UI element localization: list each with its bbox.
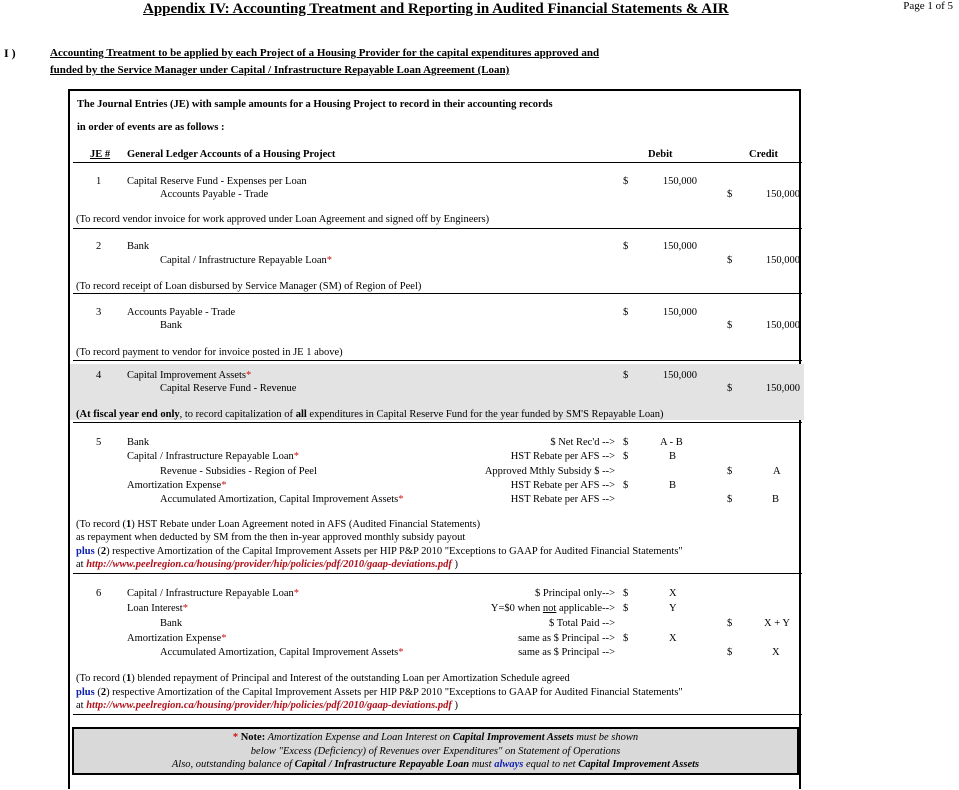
je6-m2b: ( <box>94 687 101 698</box>
je3-credit-amount: 150,000 <box>765 320 800 331</box>
je5-line5-value: B <box>772 494 780 505</box>
je6-l2-desc-a: Y=$0 when <box>490 603 543 614</box>
intro-line2: in order of events are as follows : <box>77 122 225 133</box>
je2-credit-amount: 150,000 <box>765 255 800 266</box>
je6-line1-account-text: Capital / Infrastructure Repayable Loan <box>127 588 294 599</box>
je3-memo: (To record payment to vendor for invoice posted in JE 1 above) <box>76 347 343 358</box>
je1-credit-dollar: $ <box>727 189 733 200</box>
je3-credit-dollar: $ <box>727 320 733 331</box>
je5-line5-desc: HST Rebate per AFS --> <box>510 494 615 505</box>
je5-line4-desc: HST Rebate per AFS --> <box>510 480 615 491</box>
je5-m4a: at <box>76 559 87 570</box>
je3-rule <box>73 360 802 361</box>
je5-memo-line3 <box>76 546 683 557</box>
intro-line1: The Journal Entries (JE) with sample amounts for a Housing Project to record in their accounting records <box>77 99 553 110</box>
je6-m1c: ) blended repayment of Principal and Interest of the outstanding Loan per Amortization Schedule agreed <box>131 673 570 684</box>
note-star: * <box>232 732 239 743</box>
je5-m1a: (To record ( <box>76 519 126 530</box>
je5-line4-account <box>127 480 226 491</box>
je5-line4-star: * <box>221 480 227 491</box>
je5-line4-account-text: Amortization Expense <box>127 480 222 491</box>
je4-memo-b: , to record capitalization of <box>179 409 296 420</box>
je2-credit-dollar: $ <box>727 255 733 266</box>
je6-line5-dollar: $ <box>727 647 733 658</box>
je6-m1b: 1 <box>126 673 132 684</box>
je6-line5-value: X <box>772 647 780 658</box>
note-l1c: must be shown <box>573 732 639 743</box>
je6-memo-line2 <box>76 687 683 698</box>
col-debit-header: Debit <box>648 149 673 160</box>
je6-line5-account-text: Accumulated Amortization, Capital Improvement Assets <box>160 647 399 658</box>
je4-debit-dollar: $ <box>623 370 629 381</box>
je2-debit-account: Bank <box>127 241 150 252</box>
je6-gaap-link[interactable]: http://www.peelregion.ca/housing/provider/hip/policies/pdf/2010/gaap-deviations.pdf <box>86 700 452 711</box>
je1-debit-account: Capital Reserve Fund - Expenses per Loan <box>127 176 307 187</box>
je2-star: * <box>326 255 333 266</box>
je5-m3d: ) respective Amortization of the Capital Improvement Assets per HIP P&P 2010 "Exceptions to GAAP for Audited Financial Statements" <box>106 546 683 557</box>
je3-debit-dollar: $ <box>623 307 629 318</box>
je6-m3a: at <box>76 700 87 711</box>
je5-line2-account <box>127 451 299 462</box>
je5-line3-dollar: $ <box>727 466 733 477</box>
je5-line2-dollar: $ <box>623 451 629 462</box>
je5-number: 5 <box>96 437 102 448</box>
je4-credit-dollar: $ <box>727 383 733 394</box>
note-label: Note: <box>238 732 266 743</box>
je4-memo-a: (At fiscal year end only <box>76 409 180 420</box>
col-je-header: JE # <box>90 149 111 160</box>
je6-l2-desc-b: not <box>542 603 557 614</box>
je1-memo: (To record vendor invoice for work approved under Loan Agreement and signed off by Engineers) <box>76 214 490 225</box>
je6-m3c: ) <box>451 700 458 711</box>
je6-line3-value: X + Y <box>764 618 790 629</box>
note-l3a: Also, outstanding balance of <box>171 759 295 770</box>
je2-debit-dollar: $ <box>623 241 629 252</box>
je5-line5-account <box>160 494 404 505</box>
je5-line3-account: Revenue - Subsidies - Region of Peel <box>160 466 317 477</box>
je6-m1a: (To record ( <box>76 673 126 684</box>
je4-debit-account <box>127 370 251 381</box>
je5-m3c: 2 <box>100 546 107 557</box>
note-line3 <box>74 758 797 772</box>
je6-line3-desc: $ Total Paid --> <box>549 618 615 629</box>
je3-credit-account: Bank <box>160 320 183 331</box>
je5-line3-value: A <box>773 466 781 477</box>
je5-memo-line1 <box>76 519 480 530</box>
je2-memo: (To record receipt of Loan disbursed by Service Manager (SM) of Region of Peel) <box>76 281 422 292</box>
note-box <box>72 727 799 775</box>
je4-memo <box>76 409 664 420</box>
page-title: Appendix IV: Accounting Treatment and Reporting in Audited Financial Statements & AIR <box>143 1 729 17</box>
je1-credit-account: Accounts Payable - Trade <box>160 189 269 200</box>
je5-gaap-link[interactable]: http://www.peelregion.ca/housing/provider/hip/policies/pdf/2010/gaap-deviations.pdf <box>86 559 452 570</box>
je5-line2-value: B <box>669 451 677 462</box>
header-rule <box>73 162 802 163</box>
je5-line2-account-text: Capital / Infrastructure Repayable Loan <box>127 451 294 462</box>
je5-m1c: ) HST Rebate under Loan Agreement noted in AFS (Audited Financial Statements) <box>131 519 481 530</box>
je6-line2-account <box>127 603 188 614</box>
je1-credit-amount: 150,000 <box>765 189 800 200</box>
je5-line3-desc: Approved Mthly Subsidy $ --> <box>484 466 615 477</box>
je6-line5-desc: same as $ Principal --> <box>518 647 615 658</box>
je5-m3a: plus <box>76 546 95 557</box>
section-heading-line1: Accounting Treatment to be applied by each Project of a Housing Provider for the capital expenditures approved and <box>50 47 600 59</box>
je4-memo-c: all <box>295 409 307 420</box>
je6-line2-value: Y <box>669 603 677 614</box>
je5-m4c: ) <box>451 559 458 570</box>
je3-debit-amount: 150,000 <box>662 307 697 318</box>
je4-debit-amount: 150,000 <box>662 370 697 381</box>
je6-line3-dollar: $ <box>727 618 733 629</box>
col-account-header: General Ledger Accounts of a Housing Project <box>127 149 336 160</box>
je5-line5-account-text: Accumulated Amortization, Capital Improvement Assets <box>160 494 399 505</box>
je6-line2-star: * <box>182 603 188 614</box>
je5-m1b: 1 <box>126 519 132 530</box>
je4-number: 4 <box>96 370 102 381</box>
je6-line1-star: * <box>293 588 300 599</box>
je6-line4-desc: same as $ Principal --> <box>518 633 615 644</box>
je5-line4-value: B <box>669 480 677 491</box>
je5-line2-desc: HST Rebate per AFS --> <box>510 451 615 462</box>
je5-line5-star: * <box>398 494 404 505</box>
note-l3f: Capital Improvement Assets <box>578 759 700 770</box>
je6-l2-desc-c: applicable--> <box>556 603 615 614</box>
je4-star: * <box>245 370 252 381</box>
je4-credit-account: Capital Reserve Fund - Revenue <box>160 383 297 394</box>
je6-line2-desc <box>460 603 615 614</box>
note-l3e: equal to net <box>523 759 579 770</box>
je5-line1-dollar: $ <box>623 437 629 448</box>
je1-number: 1 <box>96 176 102 187</box>
je6-line2-account-text: Loan Interest <box>127 603 183 614</box>
je6-memo-line3 <box>76 700 458 711</box>
note-l3b: Capital / Infrastructure Repayable Loan <box>294 759 470 770</box>
je4-memo-d: expenditures in Capital Reserve Fund for the year funded by SM'S Repayable Loan) <box>306 409 664 420</box>
je6-line1-account <box>127 588 299 599</box>
je6-line2-dollar: $ <box>623 603 629 614</box>
je2-credit-account-text: Capital / Infrastructure Repayable Loan <box>160 255 327 266</box>
je1-debit-dollar: $ <box>623 176 629 187</box>
je6-line4-value: X <box>669 633 677 644</box>
je6-line3-account: Bank <box>160 618 183 629</box>
je6-m2c: 2 <box>100 687 107 698</box>
je3-number: 3 <box>96 307 102 318</box>
je1-rule <box>73 228 802 229</box>
je1-debit-amount: 150,000 <box>662 176 697 187</box>
je5-line4-dollar: $ <box>623 480 629 491</box>
je2-rule <box>73 293 802 294</box>
col-credit-header: Credit <box>749 149 778 160</box>
je6-memo-line1 <box>76 673 570 684</box>
je6-number: 6 <box>96 588 102 599</box>
je6-line1-dollar: $ <box>623 588 629 599</box>
note-l3c: must <box>469 759 495 770</box>
je2-number: 2 <box>96 241 102 252</box>
je6-line5-account <box>160 647 404 658</box>
je5-line1-desc: $ Net Rec'd --> <box>550 437 615 448</box>
je3-debit-account: Accounts Payable - Trade <box>127 307 236 318</box>
je6-line5-star: * <box>398 647 404 658</box>
je5-m3b: ( <box>94 546 101 557</box>
je5-line1-value: A - B <box>660 437 683 448</box>
je6-line4-dollar: $ <box>623 633 629 644</box>
je2-debit-amount: 150,000 <box>662 241 697 252</box>
je5-line5-dollar: $ <box>727 494 733 505</box>
je5-line2-star: * <box>293 451 300 462</box>
je5-memo-line2: as repayment when deducted by SM from the then in-year approved monthly subsidy payout <box>76 532 466 543</box>
je4-rule <box>73 422 802 423</box>
je6-m2a: plus <box>76 687 95 698</box>
note-line1 <box>74 731 797 745</box>
je6-line1-value: X <box>669 588 677 599</box>
je6-line4-star: * <box>221 633 227 644</box>
je5-memo-line4 <box>76 559 458 570</box>
section-numeral: I ) <box>4 46 16 60</box>
note-l3d: always <box>494 759 524 770</box>
je2-credit-account <box>160 255 332 266</box>
je6-m2d: ) respective Amortization of the Capital Improvement Assets per HIP P&P 2010 "Exceptions to GAAP for Audited Financial Statements" <box>106 687 683 698</box>
je5-line1-account: Bank <box>127 437 150 448</box>
note-line2: below "Excess (Deficiency) of Revenues over Expenditures" on Statement of Operations <box>250 745 621 757</box>
section-heading-line2: funded by the Service Manager under Capital / Infrastructure Repayable Loan Agreement (Loan) <box>50 64 510 76</box>
page-number: Page 1 of 5 <box>903 0 953 12</box>
note-l1b: Capital Improvement Assets <box>452 732 574 743</box>
je6-line1-desc: $ Principal only--> <box>535 588 615 599</box>
je6-line4-account-text: Amortization Expense <box>127 633 222 644</box>
je4-debit-account-text: Capital Improvement Assets <box>127 370 246 381</box>
je5-rule <box>73 573 802 574</box>
note-l1a: Amortization Expense and Loan Interest on <box>265 732 453 743</box>
je6-rule <box>73 714 802 715</box>
je6-line4-account <box>127 633 226 644</box>
je4-credit-amount: 150,000 <box>765 383 800 394</box>
